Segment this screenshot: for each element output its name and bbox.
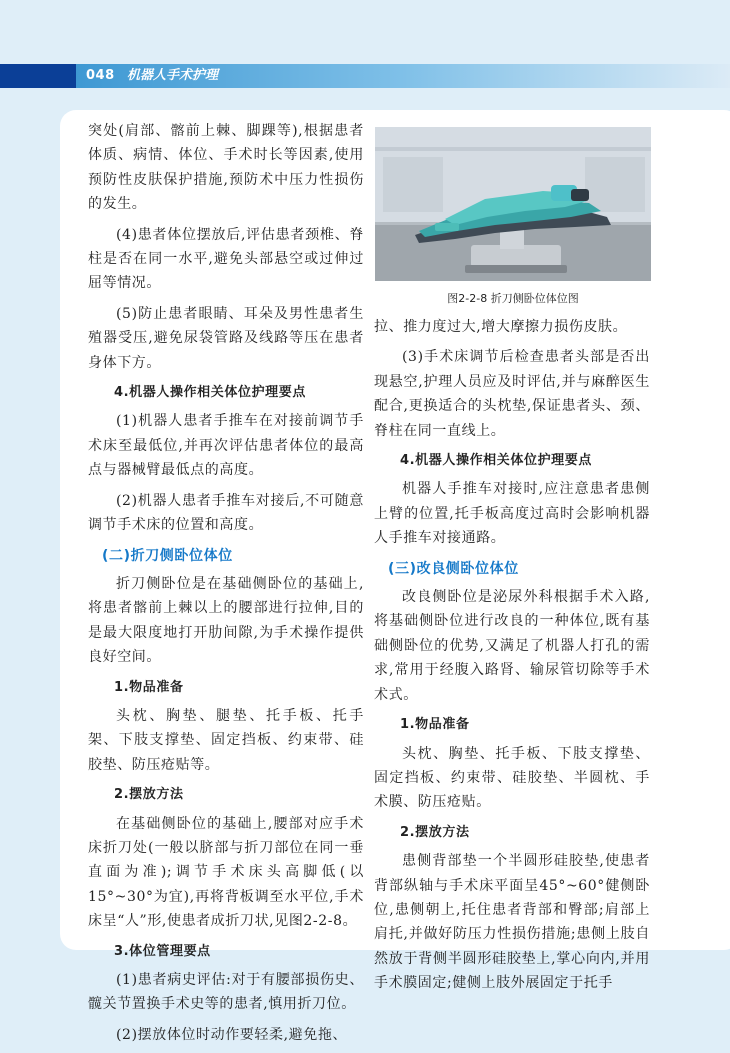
paragraph: 头枕、胸垫、托手板、下肢支撑垫、固定挡板、约束带、硅胶垫、半圆枕、手术膜、防压疮贴。 bbox=[374, 745, 650, 811]
paragraph: (1)机器人患者手推车在对接前调节手术床至最低位,并再次评估患者体位的最高点与器械臂最低点的高度。 bbox=[88, 413, 364, 479]
paragraph: 折刀侧卧位是在基础侧卧位的基础上,将患者髂前上棘以上的腰部进行拉伸,目的是最大限度地打开肋间隙,为手术操作提供良好空间。 bbox=[88, 575, 364, 666]
surgery-table-photo-icon bbox=[375, 127, 651, 281]
paragraph-continuation: 突处(肩部、髂前上棘、脚踝等),根据患者体质、病情、体位、手术时长等因素,使用预防性皮肤保护措施,预防术中压力性损伤的发生。 bbox=[88, 123, 364, 213]
right-column bbox=[374, 315, 650, 1002]
paragraph: 在基础侧卧位的基础上,腰部对应手术床折刀处(一般以脐部与折刀部位在同一垂直面为准);调节手术床头高脚低(以15°~30°为宜),再将背板调至水平位,手术床呈“人”形,使患者成折刀状,见图2-2-8。 bbox=[88, 815, 364, 930]
paragraph: (1)患者病史评估:对于有腰部损伤史、髋关节置换手术史等的患者,慎用折刀位。 bbox=[88, 972, 364, 1013]
paragraph: (3)手术床调节后检查患者头部是否出现悬空,护理人员应及时评估,并与麻醉医生配合,更换适合的头枕垫,保证患者头、颈、脊柱在同一直线上。 bbox=[374, 349, 650, 439]
page-number: 048 bbox=[86, 68, 115, 83]
section-heading: (二)折刀侧卧位体位 bbox=[102, 547, 233, 564]
paragraph-continuation: 拉、推力度过大,增大摩擦力损伤皮肤。 bbox=[374, 319, 628, 335]
section-heading: (三)改良侧卧位体位 bbox=[388, 560, 519, 577]
subsection-heading: 2.摆放方法 bbox=[400, 824, 470, 840]
subsection-heading: 1.物品准备 bbox=[400, 717, 470, 733]
paragraph: 头枕、胸垫、腿垫、托手板、托手架、下肢支撑垫、固定挡板、约束带、硅胶垫、防压疮贴等。 bbox=[88, 707, 364, 773]
paragraph: (2)摆放体位时动作要轻柔,避免拖、 bbox=[116, 1026, 348, 1043]
paragraph: 改良侧卧位是泌尿外科根据手术入路,将基础侧卧位进行改良的一种体位,既有基础侧卧位的优势,又满足了机器人打孔的需求,常用于经腹入路肾、输尿管切除等手术术式。 bbox=[374, 589, 650, 703]
subsection-heading: 2.摆放方法 bbox=[114, 787, 184, 803]
subsection-heading: 4.机器人操作相关体位护理要点 bbox=[400, 453, 592, 469]
subsection-heading: 3.体位管理要点 bbox=[114, 943, 211, 959]
left-column bbox=[88, 119, 364, 1053]
paragraph: (4)患者体位摆放后,评估患者颈椎、脊柱是否在同一水平,避免头部悬空或过伸过屈等情况。 bbox=[88, 226, 364, 292]
subsection-heading: 4.机器人操作相关体位护理要点 bbox=[114, 385, 306, 401]
book-title: 机器人手术护理 bbox=[127, 68, 219, 83]
paragraph: (5)防止患者眼睛、耳朵及男性患者生殖器受压,避免尿袋管路及线路等压在患者身体下方。 bbox=[88, 305, 364, 371]
subsection-heading: 1.物品准备 bbox=[114, 679, 184, 695]
paragraph: (2)机器人患者手推车对接后,不可随意调节手术床的位置和高度。 bbox=[88, 492, 364, 534]
paragraph: 患侧背部垫一个半圆形硅胶垫,使患者背部纵轴与手术床平面呈45°~60°健侧卧位,患侧朝上,托住患者背部和臀部;肩部上肩托,并做好防压力性损伤措施;患侧上肢自然放于背侧半圆形硅胶垫上,掌心向内,并用手术膜固定;健侧上肢外展固定于托手 bbox=[374, 853, 650, 992]
figure-caption: 图2-2-8 折刀侧卧位体位图 bbox=[447, 292, 579, 305]
header-accent-block bbox=[0, 64, 76, 88]
surgery-table-photo bbox=[375, 127, 651, 281]
paragraph: 机器人手推车对接时,应注意患者患侧上臂的位置,托手板高度过高时会影响机器人手推车对接通路。 bbox=[374, 481, 650, 547]
